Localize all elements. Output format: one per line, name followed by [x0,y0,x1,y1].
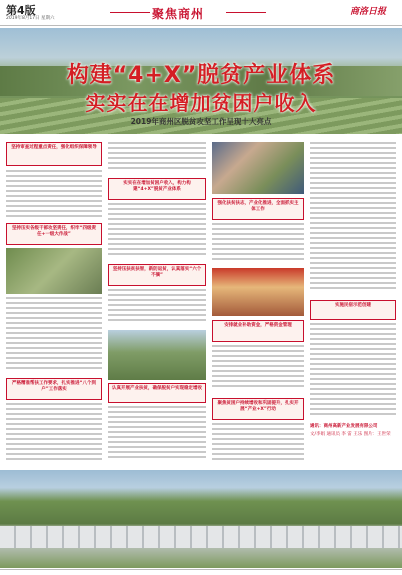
page-footer [0,569,402,575]
body-text-col3-a [212,223,304,267]
sidebar-box-6-text: 坚持压扶贫扶智，新防返贫，认真落实“六个不摘” [112,267,202,278]
body-text-col2-a [108,142,206,176]
photo-col3-villagers [212,142,304,194]
body-text-col3-c [212,423,304,467]
sidebar-box-3 [212,198,304,220]
sidebar-box-2 [108,178,206,200]
bottom-photo-greenhouses [0,470,402,568]
body-text-col1-a [6,170,102,222]
header-rule-left [110,12,150,13]
footer-note-author: 文/李娟 通讯员 李 雷 王乐 图片：王世荣 [310,432,391,437]
sidebar-box-4-text: 安排就业补助资金，严格资金管理 [224,323,292,328]
sidebar-box-7-text: 严格精准帮扶工作要求，扎实推进“八个到户”工作落实 [12,381,96,392]
sidebar-box-5-text: 坚持压实各级干部攻坚责任，织牢“四级责任+一级大作战” [12,226,96,237]
headline-line-1: 构建“4+X”脱贫产业体系 [66,63,336,88]
sidebar-box-1 [6,142,102,166]
photo-col3-ceremony [212,268,304,316]
body-text-col1-c [6,403,102,467]
page-number: 第4版 [6,4,36,17]
photo-col2-mountains [108,330,206,380]
sidebar-box-8-text: 聚焦贫困户持续增收和巩固提升，扎实开展“产业+X”行动 [217,401,299,412]
sidebar-box-9 [108,383,206,403]
sidebar-box-6 [108,264,206,286]
body-text-col4-b [310,323,396,421]
sidebar-box-4 [212,320,304,342]
sidebar-box-7 [6,378,102,400]
body-text-col2-b [108,203,206,263]
section-title: 聚焦商州 [152,7,205,21]
greenhouse-rows [0,526,402,548]
body-text-col4-a [310,142,396,296]
body-text-col1-b [6,297,102,375]
sidebar-box-5 [6,223,102,245]
sidebar-box-9-text: 认真开展产业扶贫，确保脱贫户实现稳定增收 [112,386,202,391]
headline-subtitle: 2019年商州区脱贫攻坚工作呈现十大亮点 [130,117,272,126]
photo-col1-workers [6,248,102,294]
sidebar-box-10-text: 实施民宿示范创建 [335,303,371,308]
paper-logo: 商洛日报 [350,7,387,17]
sidebar-box-1-text: 坚持审查过程重点责任，强化组织保障领导 [11,145,97,150]
header-rule-right [226,12,266,13]
masthead [0,0,402,26]
body-text-col3-b [212,345,304,395]
sidebar-box-2-text: 实实在在增加贫困户收入，构力构建“4+X”脱贫产业体系 [123,181,191,192]
footer-note-company: 通讯：商州高新产业发展有限公司 [310,424,378,429]
date-line: 2019年8月17日 星期六 [6,16,55,21]
sidebar-box-10 [310,300,396,320]
body-text-col2-d [108,406,206,466]
sidebar-box-3-text: 强化扶贫扶志，产业化推进，全面抓实主体工作 [217,201,299,212]
body-text-col2-c [108,289,206,329]
sidebar-box-8 [212,398,304,420]
headline-line-2: 实实在在增加贫困户收入 [85,91,317,115]
